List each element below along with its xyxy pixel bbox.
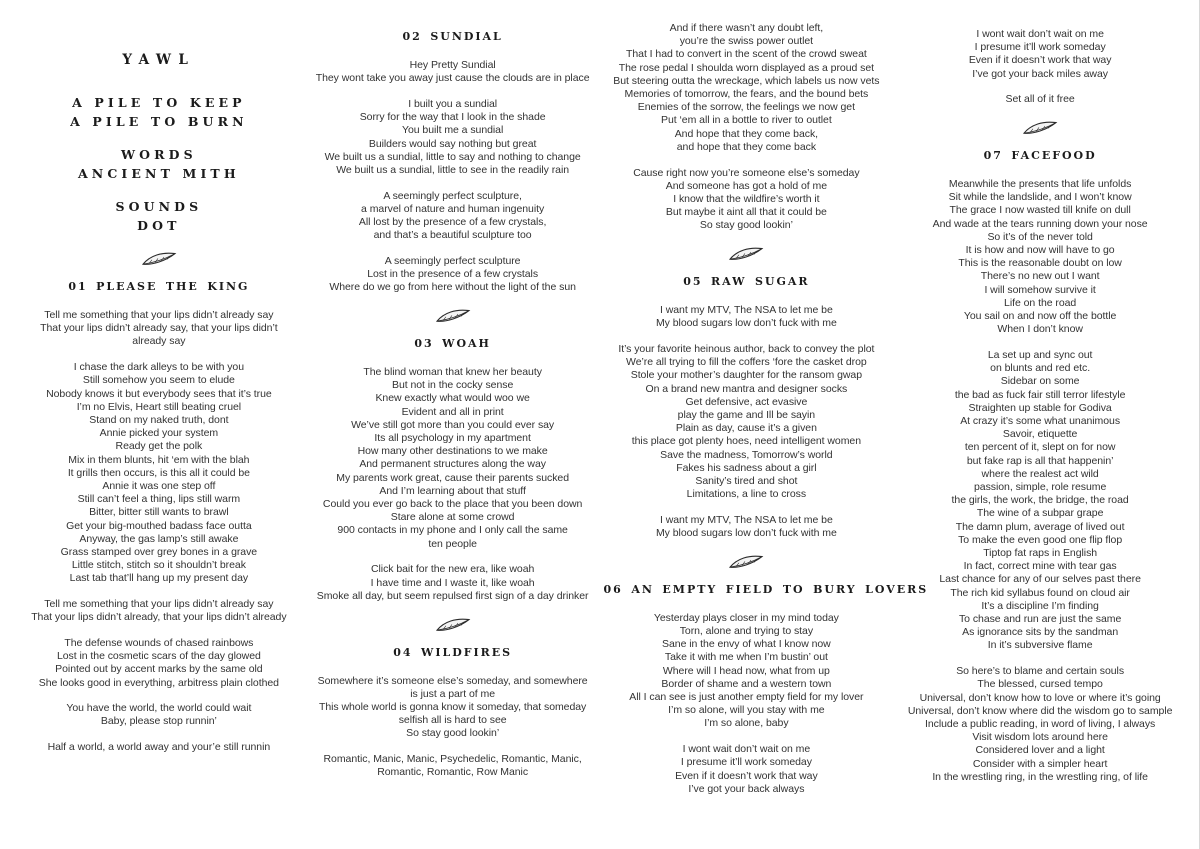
song-title: 05 RAW SUGAR	[683, 275, 810, 289]
lyric-line: This whole world is gonna know it someday, that someday	[318, 700, 587, 713]
album-subtitle-line: A PILE TO BURN	[70, 113, 248, 129]
stanza	[897, 178, 1183, 336]
lyric-line: To chase and run are just the same	[958, 613, 1122, 626]
lyric-line: Tell me something that your lips didn’t already say	[44, 309, 274, 321]
lyric-line: Grass stamped over grey bones in a grave	[60, 545, 258, 558]
song-title: 02 SUNDIAL	[402, 30, 503, 43]
lyric-line: My blood sugars low don’t fuck with me	[655, 527, 837, 540]
lyric-line: Straighten up stable for Godiva	[968, 401, 1112, 414]
album-subtitle	[16, 94, 302, 131]
lyric-line: Sane in the envy of what I know now	[662, 638, 831, 651]
lyric-line: Where do we go from here without the light of the sun	[329, 281, 576, 294]
lyric-line: Its all psychology in my apartment	[374, 432, 531, 445]
lyric-line: where the realest act wild	[981, 467, 1099, 480]
lyrics-column-1	[16, 0, 302, 849]
lyric-line: Stare alone at some crowd	[390, 511, 515, 524]
lyric-line: Save the madness, Tomorrow’s world	[660, 448, 833, 461]
lyric-line: I want my MTV, The NSA to let me be	[660, 304, 833, 317]
lyric-line: I built you a sundial	[408, 97, 498, 110]
lyric-line: So it’s of the never told	[987, 230, 1093, 243]
lyric-line: A seemingly perfect sculpture	[384, 254, 521, 267]
stanza	[310, 563, 596, 603]
lyrics-column-3	[603, 0, 929, 849]
lyric-line: a marvel of nature and human ingenuity	[361, 202, 545, 215]
stanza	[16, 702, 302, 728]
lyric-line: It’s a discipline I’m finding	[981, 599, 1099, 612]
lyric-line: Put ‘em all in a bottle to river to outlet	[661, 114, 832, 127]
lyric-line: Annie picked your system	[99, 427, 219, 440]
lyric-line: Stand on my naked truth, dont	[89, 413, 229, 426]
lyric-line: I have time and I waste it, like woah	[370, 576, 535, 589]
lyric-line: I want my MTV, The NSA to let me be	[660, 513, 833, 526]
lyric-line: Romantic, Romantic, Row Manic	[377, 766, 529, 779]
song-title: 01 PLEASE THE KING	[68, 280, 250, 293]
stanza	[310, 753, 596, 779]
song-title: 03 WOAH	[414, 337, 491, 351]
lyric-line: You have the world, the world could wait	[66, 702, 252, 715]
lyric-line: I’m so alone, baby	[704, 717, 789, 730]
lyric-line: The blind woman that knew her beauty	[363, 366, 542, 379]
stanza	[604, 22, 890, 154]
stanza	[897, 665, 1183, 784]
stanza	[16, 741, 302, 754]
lyric-line: It’s your favorite heinous author, back to convey the plot	[618, 342, 875, 355]
lyric-line: At crazy it’s some what unanimous	[960, 414, 1121, 427]
lyric-line: How many other destinations to we make	[357, 445, 548, 458]
stanza	[16, 361, 302, 585]
lyric-line: is just a part of me	[410, 687, 496, 700]
lyrics-column-4	[897, 0, 1183, 849]
stanza	[310, 366, 596, 551]
lyric-line: Even if it doesn’t work that way	[675, 769, 818, 782]
lyric-line: Ready get the polk	[115, 440, 203, 453]
lyric-line: Torn, alone and trying to stay	[679, 625, 814, 637]
lyric-line: already say	[132, 335, 186, 348]
lyric-line: play the game and Ill be sayin	[677, 408, 816, 421]
lyric-line: And permanent structures along the way	[359, 458, 546, 471]
lyric-line: And I’m learning about that stuff	[379, 484, 526, 497]
lyric-line: Anyway, the gas lamp’s still awake	[79, 532, 239, 545]
lyric-line: You sail on and now off the bottle	[963, 310, 1117, 323]
lyric-line: Even if it doesn’t work that way	[968, 54, 1112, 67]
lyric-line: So here’s to blame and certain souls	[956, 665, 1125, 678]
lyric-line: Sanity’s tired and shot	[695, 474, 798, 487]
lyric-line: Take it with me when I’m bustin’ out	[664, 651, 828, 664]
lyric-line: Lost in the cosmetic scars of the day glowed	[56, 650, 261, 663]
lyric-line: Plain as day, cause it’s a given	[675, 422, 817, 435]
song-title: 07 FACEFOOD	[983, 149, 1097, 163]
lyric-line: Last tab that’ll hang up my present day	[69, 572, 249, 585]
lyric-line: 900 contacts in my phone and I only call the same	[337, 524, 568, 537]
lyric-line: Sidebar on some	[1000, 375, 1080, 388]
lyric-line: Memories of tomorrow, the fears, and the bound bets	[624, 88, 869, 101]
feather-quill-icon	[435, 616, 471, 633]
lyric-line: Limitations, a line to cross	[686, 488, 807, 501]
lyric-line: The rich kid syllabus found on cloud air	[950, 586, 1130, 599]
section-divider	[604, 553, 890, 570]
lyric-line: Builders would say nothing but great	[368, 137, 537, 150]
album-subtitle-line: A PILE TO KEEP	[72, 95, 246, 110]
lyric-line: We’ve still got more than you could ever say	[351, 418, 555, 431]
lyric-line: Sit while the landslide, and I won’t know	[948, 191, 1132, 204]
lyric-line: Where will I head now, what from up	[662, 664, 830, 677]
lyric-line: Evident and all in print	[401, 405, 504, 418]
stanza	[604, 304, 890, 330]
lyric-line: And wade at the tears running down your nose	[932, 217, 1148, 230]
lyric-line: Tiptop fat raps in English	[983, 547, 1098, 559]
stanza	[16, 598, 302, 624]
credit-line: WORDS	[120, 147, 197, 162]
lyric-line: this place got plenty hoes, need intelligent women	[631, 435, 861, 448]
stanza	[604, 743, 890, 796]
lyric-line: Tell me something that your lips didn’t already say	[44, 598, 274, 611]
stanza	[897, 349, 1183, 653]
lyric-line: The blessed, cursed tempo	[977, 678, 1103, 691]
lyric-line: In fact, correct mine with tear gas	[963, 560, 1117, 573]
lyric-line: So stay good lookin’	[699, 219, 793, 232]
feather-quill-icon	[1022, 119, 1058, 136]
lyric-line: Consider with a simpler heart	[972, 757, 1108, 770]
lyric-line: Fakes his sadness about a girl	[676, 461, 817, 474]
lyric-line: I know that the wildfire’s worth it	[673, 192, 820, 205]
song-title: 06 AN EMPTY FIELD TO BURY LOVERS	[603, 582, 929, 596]
lyric-line: Annie it was one step off	[102, 479, 216, 492]
lyric-line: I’m so alone, will you stay with me	[668, 704, 825, 717]
lyric-line: Little stitch, stitch so it shouldn’t break	[71, 559, 246, 572]
lyric-line: Still somehow you seem to elude	[82, 374, 235, 387]
stanza	[16, 637, 302, 690]
lyric-line: The rose pedal I shoulda worn displayed as a proud set	[618, 61, 875, 74]
lyric-line: The grace I now wasted till knife on dull	[949, 204, 1131, 217]
lyric-line: Hey Pretty Sundial	[409, 59, 496, 71]
lyric-line: There’s no new out I want	[980, 270, 1100, 283]
lyric-line: As ignorance sits by the sandman	[962, 626, 1119, 639]
credit-line: ANCIENT MITH	[77, 165, 240, 181]
lyric-line: Somewhere it’s someone else’s someday, and somewhere	[317, 674, 588, 687]
lyric-line: but fake rap is all that happenin’	[966, 454, 1114, 467]
lyric-line: Stole your mother’s daughter for the ransom gwap	[630, 369, 862, 382]
section-divider	[897, 119, 1183, 136]
feather-quill-icon	[435, 307, 471, 324]
lyric-line: I presume it’ll work someday	[974, 41, 1106, 54]
feather-quill-icon	[728, 553, 764, 570]
lyric-line: And someone has got a hold of me	[665, 179, 827, 192]
stanza	[604, 167, 890, 233]
lyric-line: We built us a sundial, little to say and nothing to change	[324, 150, 581, 163]
lyric-line: selfish all is hard to see	[398, 714, 507, 727]
lyric-line: I’m no Elvis, Heart still beating cruel	[76, 400, 242, 413]
lyric-line: you’re the swiss power outlet	[679, 35, 814, 48]
lyric-line: And if there wasn’t any doubt left,	[669, 22, 824, 34]
lyric-line: I wont wait don’t wait on me	[976, 28, 1104, 40]
lyric-line: Visit wisdom lots around here	[972, 731, 1108, 744]
lyric-line: La set up and sync out	[987, 348, 1093, 361]
lyric-line: It is how and now will have to go	[965, 244, 1115, 257]
stanza	[897, 28, 1183, 81]
lyric-line: Cause right now you’re someone else’s someday	[633, 166, 860, 179]
stanza	[604, 343, 890, 501]
lyric-line: Life on the road	[1004, 296, 1077, 309]
lyric-line: All I can see is just another empty field for my lover	[629, 691, 864, 704]
lyric-line: We’re all trying to fill the coffers ‘fore the casket drop	[626, 356, 867, 369]
lyric-line: They wont take you away just cause the clouds are in place	[315, 72, 590, 85]
lyric-line: Lost in the presence of a few crystals	[367, 268, 539, 281]
lyric-line: Set all of it free	[1005, 93, 1075, 106]
section-divider	[16, 250, 302, 267]
stanza	[310, 675, 596, 741]
lyric-line: Universal, don’t know where did the wisdom go to sample	[907, 704, 1173, 717]
lyric-line: I wont wait don’t wait on me	[682, 743, 811, 756]
lyric-line: and hope that they come back	[676, 140, 817, 153]
lyric-line: Yesterday plays closer in my mind today	[653, 611, 839, 624]
lyric-line: But steering outta the wreckage, which labels us now vets	[613, 74, 880, 87]
stanza	[897, 93, 1183, 106]
lyric-line: The defense wounds of chased rainbows	[64, 636, 254, 649]
stanza	[16, 309, 302, 349]
lyric-line: I’ve got your back always	[688, 782, 805, 795]
lyric-line: A seemingly perfect sculpture,	[383, 189, 522, 202]
lyric-line: I will somehow survive it	[984, 283, 1096, 296]
lyrics-column-2	[310, 0, 596, 849]
lyric-line: on blunts and red etc.	[990, 362, 1091, 375]
stanza	[604, 612, 890, 731]
stanza	[310, 190, 596, 243]
lyric-line: I chase the dark alleys to be with you	[73, 361, 245, 374]
stanza	[310, 255, 596, 295]
lyric-line: Baby, please stop runnin’	[100, 715, 217, 728]
lyric-line: I’ve got your back miles away	[972, 67, 1108, 80]
section-divider	[310, 616, 596, 633]
lyric-line: Get your big-mouthed badass face outta	[66, 519, 252, 532]
lyric-line: and that’s a beautiful sculpture too	[373, 229, 532, 242]
lyric-line: Considered lover and a light	[975, 744, 1105, 757]
lyric-line: Include a public reading, in word of living, I always	[925, 717, 1156, 730]
lyric-line: Bitter, bitter still wants to brawl	[89, 506, 229, 519]
lyric-line: When I don’t know	[997, 323, 1083, 336]
lyric-line: She looks good in everything, arbitress plain clothed	[38, 676, 279, 689]
lyric-line: The damn plum, average of lived out	[955, 520, 1125, 533]
lyric-line: Smoke all day, but seem repulsed first sign of a day drinker	[316, 589, 589, 602]
lyric-line: We built us a sundial, little to see in the readily rain	[336, 163, 570, 176]
stanza	[310, 98, 596, 177]
credit-line: DOT	[137, 217, 181, 233]
album-title: YAWL	[122, 52, 196, 68]
lyric-line: Universal, don’t know how to love or where it’s going	[919, 691, 1161, 704]
lyric-line: Enemies of the sorrow, the feelings we now get	[637, 101, 855, 114]
section-divider	[604, 245, 890, 262]
feather-quill-icon	[728, 245, 764, 262]
lyric-line: the bad as fuck fair still terror lifestyle	[954, 388, 1126, 401]
credit-line: SOUNDS	[115, 199, 203, 214]
credit-block	[16, 198, 302, 235]
lyric-line: passion, simple, role resume	[974, 480, 1107, 493]
stanza	[604, 514, 890, 540]
song-title: 04 WILDFIRES	[393, 645, 513, 659]
lyric-line: My blood sugars low don’t fuck with me	[655, 317, 837, 330]
lyric-line: Click bait for the new era, like woah	[370, 563, 535, 576]
credit-block	[16, 146, 302, 183]
lyric-line: It grills then occurs, is this all it could be	[67, 466, 250, 479]
lyric-line: Knew exactly what would woo we	[375, 392, 530, 405]
lyric-line: That I had to convert in the scent of the crowd sweat	[626, 48, 867, 61]
lyric-line: To make the even good one flip flop	[958, 533, 1123, 546]
lyric-line: I presume it’ll work someday	[680, 756, 812, 769]
lyric-line: Savoir, etiquette	[1002, 428, 1078, 441]
lyric-line: Mix in them blunts, hit ‘em with the blah	[68, 453, 250, 466]
lyric-line: That your lips didn’t already, that your lips didn’t already	[31, 611, 287, 624]
lyric-line: And hope that they come back,	[674, 127, 819, 140]
lyric-line: That your lips didn’t already say, that your lips didn’t	[40, 322, 278, 335]
lyric-line: But maybe it aint all that it could be	[665, 206, 827, 219]
lyric-line: In the wrestling ring, in the wrestling ring, of life	[932, 770, 1148, 783]
lyric-line: My parents work great, cause their parents sucked	[336, 471, 569, 484]
lyric-line: Could you ever go back to the place that you been down	[322, 498, 583, 511]
lyric-line: You built me a sundial	[402, 124, 504, 137]
lyric-line: Border of shame and a western town	[661, 677, 832, 690]
lyric-line: Pointed out by accent marks by the same old	[55, 663, 263, 676]
lyric-line: So stay good lookin’	[406, 727, 500, 740]
lyric-line: Still can’t feel a thing, lips still warm	[77, 493, 241, 506]
lyric-line: The wine of a subpar grape	[976, 507, 1104, 520]
lyric-line: the girls, the work, the bridge, the road	[951, 494, 1129, 507]
lyric-line: ten percent of it, slept on for now	[964, 441, 1116, 454]
lyric-line: But not in the cocky sense	[391, 379, 514, 392]
lyric-line: Meanwhile the presents that life unfolds	[948, 178, 1132, 191]
feather-quill-icon	[141, 250, 177, 267]
lyric-line: Get defensive, act evasive	[685, 395, 808, 408]
lyric-line: In it’s subversive flame	[987, 639, 1093, 652]
lyric-line: On a brand new mantra and designer socks	[645, 382, 848, 395]
stanza	[310, 59, 596, 85]
lyric-line: Last chance for any of our selves past there	[939, 573, 1141, 586]
lyric-line: Nobody knows it but everybody sees that it’s true	[46, 387, 272, 400]
section-divider	[310, 307, 596, 324]
lyric-line: All lost by the presence of a few crystals,	[358, 216, 547, 229]
lyric-line: Sorry for the way that I look in the shade	[359, 111, 546, 124]
lyric-line: ten people	[428, 537, 477, 550]
lyric-line: Romantic, Manic, Manic, Psychedelic, Romantic, Manic,	[323, 753, 582, 766]
lyric-line: Half a world, a world away and your’e still runnin	[47, 741, 271, 754]
lyric-line: This is the reasonable doubt on low	[958, 257, 1122, 270]
